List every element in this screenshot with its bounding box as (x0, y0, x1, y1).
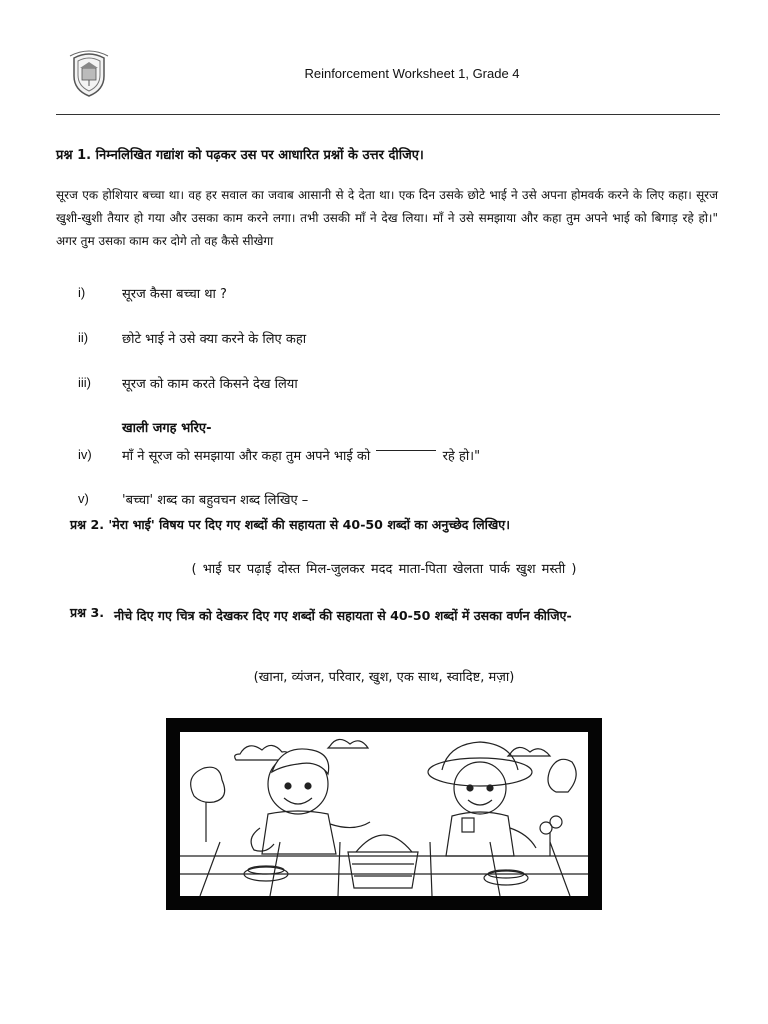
question-2-number: ii) (78, 330, 89, 345)
question-4-number: iv) (78, 447, 92, 462)
question-1-text: सूरज कैसा बच्चा था ? (122, 287, 227, 302)
question-4-before: माँ ने सूरज को समझाया और कहा तुम अपने भाई को (122, 449, 371, 464)
worksheet-title: Reinforcement Worksheet 1, Grade 4 (304, 66, 520, 81)
fill-in-blank-heading: खाली जगह भरिए- (122, 421, 212, 436)
question-1-number: i) (78, 285, 86, 300)
question-2-heading: प्रश्न 2. 'मेरा भाई' विषय पर दिए गए शब्दों की सहायता से 40-50 शब्दों का अनुच्छेद लिखिए। (70, 517, 510, 532)
question-4-after: रहे हो।" (442, 449, 481, 464)
question-5-number: v) (78, 491, 89, 506)
question-2-word-list: ( भाई घर पढ़ाई दोस्त मिल-जुलकर मदद माता-पिता खेलता पार्क खुश मस्ती ) (191, 562, 577, 577)
answer-blank[interactable] (376, 450, 436, 451)
reading-passage: सूरज एक होशियार बच्चा था। वह हर सवाल का जवाब आसानी से दे देता था। एक दिन उसके छोटे भाई ने उसे अपना होमवर्क करने के लिए कहा। सूरज खुशी-खुशी तैयार हो गया और उसका काम करने लगा। तभी उसकी माँ ने देख लिया। माँ ने उसे समझाया और कहा तुम अपने भाई को बिगाड़ रहे हो।" अगर तुम उसका काम कर दोगे तो वह कैसे सीखेगा (56, 188, 718, 248)
question-3-word-list: (खाना, व्यंजन, परिवार, खुश, एक साथ, स्वादिष्ट, मज़ा) (253, 670, 515, 685)
question-3-heading: नीचे दिए गए चित्र को देखकर दिए गए शब्दों की सहायता से 40-50 शब्दों में उसका वर्णन कीजिए- (114, 608, 572, 623)
children-picnic-illustration (180, 732, 588, 896)
question-3-label: प्रश्न 3. (70, 605, 105, 620)
question-4-text (122, 446, 480, 464)
header-divider (56, 114, 720, 115)
question-2-text: छोटे भाई ने उसे क्या करने के लिए कहा (122, 332, 307, 347)
question-3-text: सूरज को काम करते किसने देख लिया (122, 377, 298, 392)
picture-frame (166, 718, 602, 910)
question-1-heading: प्रश्न 1. निम्नलिखित गद्यांश को पढ़कर उस पर आधारित प्रश्नों के उत्तर दीजिए। (56, 148, 424, 163)
question-3-number: iii) (78, 375, 91, 390)
question-5-text: 'बच्चा' शब्द का बहुवचन शब्द लिखिए – (122, 493, 309, 508)
